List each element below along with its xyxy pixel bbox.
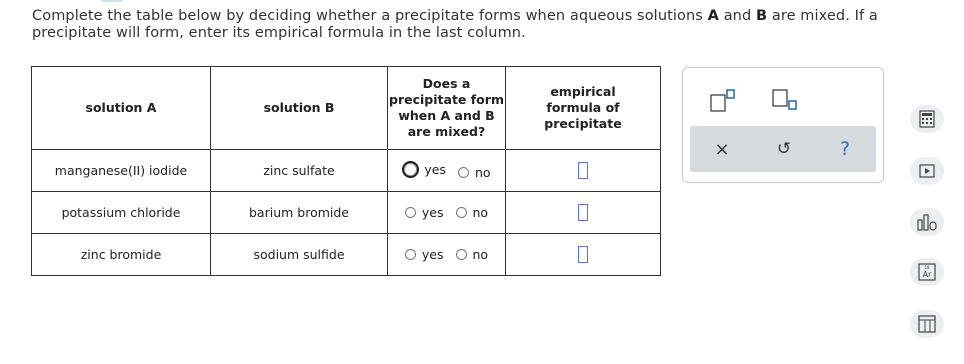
prompt-text: and: [718, 8, 756, 24]
clear-button[interactable]: [702, 129, 742, 169]
header-solution-b: solution B: [211, 67, 388, 150]
reference-button[interactable]: [910, 310, 944, 338]
question-icon: ?: [839, 138, 851, 160]
svg-text:18: 18: [924, 265, 930, 270]
solution-a-cell: zinc bromide: [32, 234, 211, 276]
subscript-box-icon: [768, 86, 798, 116]
video-button[interactable]: [910, 157, 944, 185]
precipitate-choice-cell: [388, 234, 506, 276]
prompt-line-2: precipitate will form, enter its empirical formula in the last column.: [32, 25, 526, 41]
yes-radio[interactable]: [405, 205, 444, 220]
radio-label: yes: [421, 246, 444, 262]
superscript-button[interactable]: [701, 81, 741, 121]
periodic-table-icon: [918, 263, 936, 281]
radio-label: no: [472, 246, 489, 262]
formula-cell: [506, 192, 661, 234]
calculator-icon: [919, 110, 935, 128]
prompt-solution-a: A: [707, 8, 719, 24]
no-radio[interactable]: [456, 205, 489, 220]
formula-palette: [682, 67, 884, 183]
solution-a-cell: manganese(II) iodide: [32, 150, 211, 192]
solution-b-cell: barium bromide: [211, 192, 388, 234]
solution-b-cell: sodium sulfide: [211, 234, 388, 276]
yes-radio[interactable]: [405, 247, 444, 262]
calculator-button[interactable]: [910, 105, 944, 133]
solution-a-cell: potassium chloride: [32, 192, 211, 234]
palette-top-row: [683, 76, 883, 126]
undo-icon: ↺: [776, 139, 792, 159]
header-empirical-formula: [506, 67, 661, 150]
periodic-table-button[interactable]: [910, 258, 944, 286]
superscript-box-icon: [706, 86, 736, 116]
question-prompt: [32, 8, 932, 42]
prompt-solution-b: B: [755, 8, 768, 24]
table-row: [32, 192, 661, 234]
yes-radio[interactable]: [402, 161, 446, 178]
data-button[interactable]: [910, 208, 944, 236]
formula-answer-input[interactable]: [578, 204, 588, 221]
header-line: precipitate form: [389, 92, 504, 107]
subscript-button[interactable]: [763, 81, 803, 121]
close-icon: ×: [714, 138, 730, 160]
formula-cell: [506, 234, 661, 276]
radio-label: yes: [421, 204, 444, 220]
table-row: [32, 150, 661, 192]
radio-circle-icon: [405, 249, 416, 260]
radio-circle-icon: [456, 249, 467, 260]
prompt-text: are mixed. If a: [767, 8, 878, 24]
radio-circle-icon: [405, 207, 416, 218]
radio-circle-icon: [458, 167, 469, 178]
header-line: empirical: [550, 84, 616, 99]
formula-answer-input[interactable]: [578, 246, 588, 263]
undo-button[interactable]: [764, 129, 804, 169]
radio-label: no: [472, 204, 489, 220]
radio-circle-icon: [402, 161, 419, 178]
header-line: when A and B: [398, 108, 495, 123]
palette-action-row: [690, 126, 876, 172]
header-line: precipitate: [544, 116, 622, 131]
precipitate-choice-cell: [388, 192, 506, 234]
chart-icon: [916, 213, 938, 231]
radio-circle-icon: [456, 207, 467, 218]
header-line: formula of: [546, 100, 620, 115]
no-radio[interactable]: [456, 247, 489, 262]
radio-label: yes: [424, 161, 447, 177]
video-icon: [919, 164, 935, 178]
solution-b-cell: zinc sulfate: [211, 150, 388, 192]
reference-icon: [918, 315, 936, 333]
formula-answer-input[interactable]: [578, 162, 588, 179]
header-line: Does a: [422, 76, 471, 91]
formula-cell: [506, 150, 661, 192]
no-radio[interactable]: [458, 165, 491, 180]
table-row: [32, 234, 661, 276]
svg-text:Ar: Ar: [922, 270, 932, 279]
help-button[interactable]: [825, 129, 865, 169]
header-solution-a: solution A: [32, 67, 211, 150]
prompt-text: Complete the table below by deciding whether a precipitate forms when aqueous solutions: [32, 8, 708, 24]
header-precipitate-forms: [388, 67, 506, 150]
prompt-line-1: [32, 8, 932, 25]
precipitate-table: [31, 66, 661, 276]
top-tab-indicator: [100, 0, 124, 2]
header-line: are mixed?: [407, 124, 486, 139]
radio-label: no: [475, 164, 491, 180]
precipitate-choice-cell: [388, 150, 506, 192]
